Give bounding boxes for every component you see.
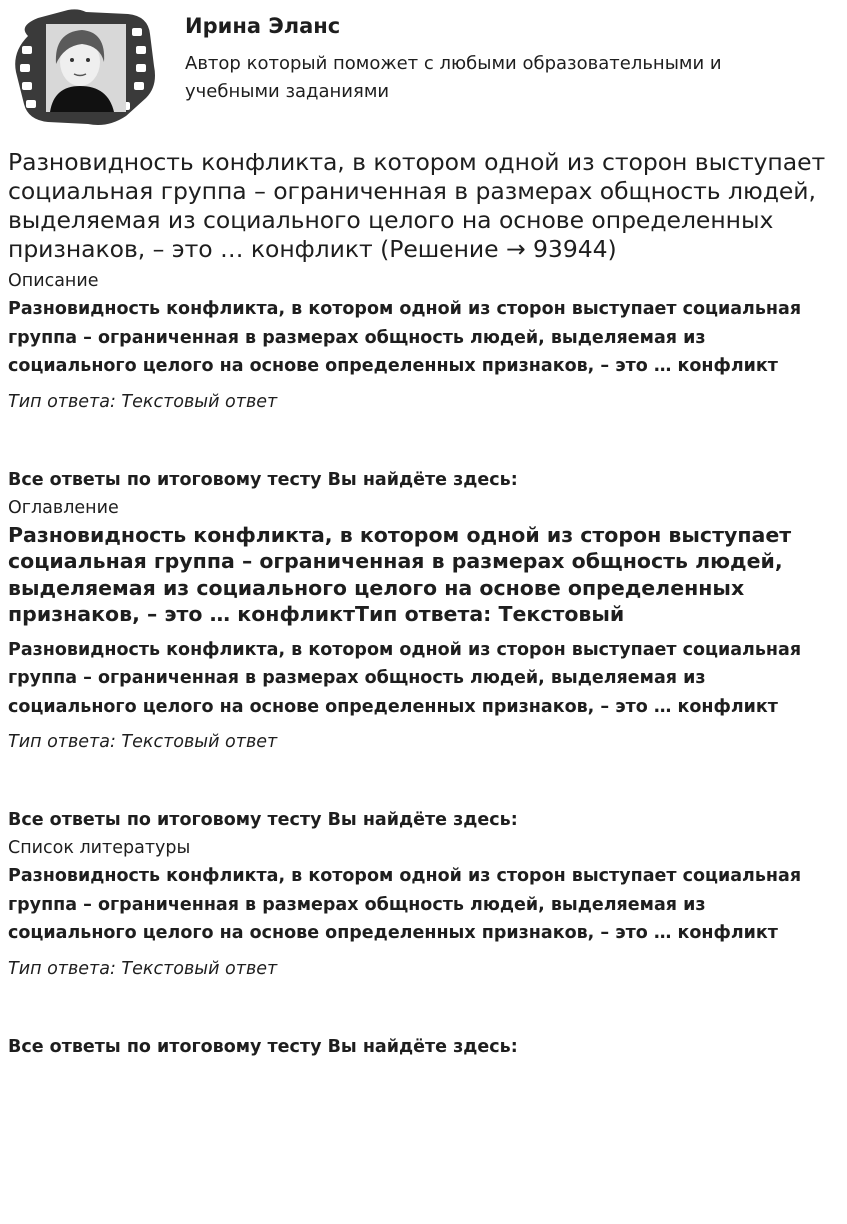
literature-label: Список литературы bbox=[8, 838, 191, 858]
literature-text: Разновидность конфликта, в котором одной из сторон выступает социальная группа – ограниченная в размерах общность людей, выделяемая из социального целого на основе определенных признаков, – это … конфликт bbox=[8, 866, 802, 943]
description-text: Разновидность конфликта, в котором одной из сторон выступает социальная группа – ограниченная в размерах общность людей, выделяемая из социального целого на основе определенных признаков, – это … конфликт bbox=[8, 299, 802, 376]
literature-section bbox=[8, 837, 840, 1058]
author-description: Автор который поможет с любыми образовательными и учебными заданиями bbox=[185, 53, 722, 102]
author-avatar[interactable] bbox=[8, 6, 158, 128]
toc-text: Разновидность конфликта, в котором одной из сторон выступает социальная группа – ограниченная в размерах общность людей, выделяемая из социального целого на основе определенных признаков, – это … конфликт bbox=[8, 639, 802, 717]
description-answer-type: Тип ответа: Текстовый ответ bbox=[8, 391, 278, 412]
toc-label: Оглавление bbox=[8, 497, 119, 518]
toc-answer-type: Тип ответа: Текстовый ответ bbox=[8, 732, 278, 752]
description-section bbox=[8, 270, 840, 491]
description-answers-link: Все ответы по итоговому тесту Вы найдёте здесь: bbox=[8, 469, 518, 490]
page-title: Разновидность конфликта, в котором одной из сторон выступает социальная группа – ограниченная в размерах общность людей, выделяемая из социального целого на основе определенных признаков, – это … конфликт (Решение → 93944) bbox=[8, 148, 826, 263]
author-card bbox=[8, 0, 840, 140]
literature-answers-link: Все ответы по итоговому тесту Вы найдёте здесь: bbox=[8, 1036, 518, 1057]
author-name[interactable]: Ирина Эланс bbox=[185, 14, 341, 38]
toc-section bbox=[8, 497, 840, 832]
page bbox=[8, 0, 840, 1058]
description-label: Описание bbox=[8, 271, 99, 291]
literature-answer-type: Тип ответа: Текстовый ответ bbox=[8, 958, 278, 979]
toc-answers-link: Все ответы по итоговому тесту Вы найдёте здесь: bbox=[8, 810, 518, 830]
toc-heading: Разновидность конфликта, в котором одной из сторон выступает социальная группа – ограниченная в размерах общность людей, выделяемая из социального целого на основе определенных признаков, – это … конфликтТип ответа: Текстовый bbox=[8, 522, 792, 626]
